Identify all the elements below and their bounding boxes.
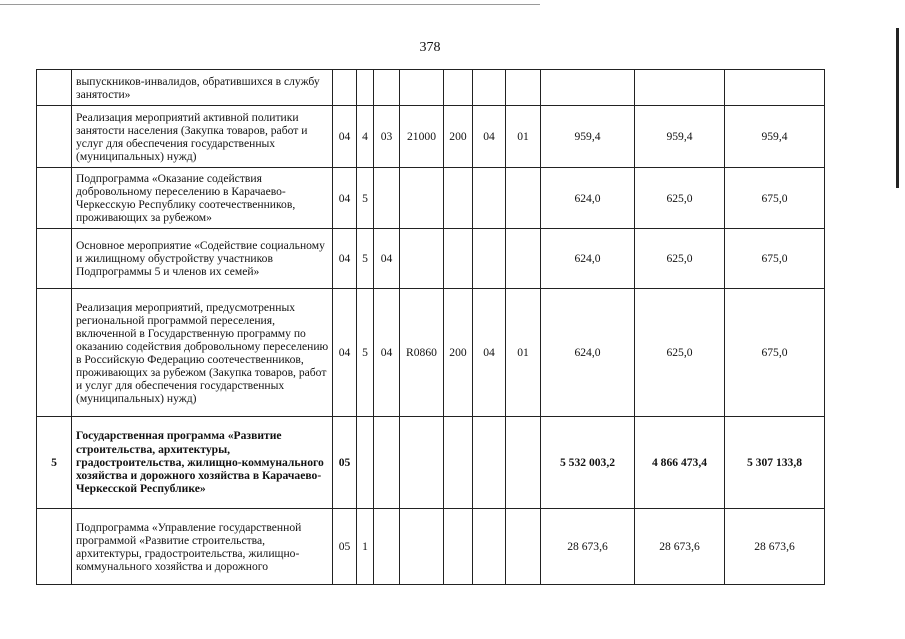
cell-code-2: 1 bbox=[357, 509, 374, 585]
cell-value-3: 675,0 bbox=[725, 229, 825, 289]
cell-code-7 bbox=[506, 509, 541, 585]
cell-value-2: 28 673,6 bbox=[635, 509, 725, 585]
cell-code-7 bbox=[506, 70, 541, 106]
cell-value-1: 624,0 bbox=[541, 168, 635, 229]
cell-code-7 bbox=[506, 168, 541, 229]
cell-code-4: 21000 bbox=[400, 106, 444, 168]
cell-value-3: 675,0 bbox=[725, 289, 825, 417]
cell-value-3: 5 307 133,8 bbox=[725, 417, 825, 509]
cell-code-6 bbox=[473, 229, 506, 289]
cell-code-2: 4 bbox=[357, 106, 374, 168]
cell-number: 5 bbox=[37, 417, 72, 509]
cell-code-4 bbox=[400, 70, 444, 106]
cell-value-3: 28 673,6 bbox=[725, 509, 825, 585]
table-row bbox=[37, 70, 825, 106]
cell-code-3 bbox=[374, 70, 400, 106]
cell-value-2 bbox=[635, 70, 725, 106]
cell-code-5 bbox=[444, 70, 473, 106]
cell-code-5 bbox=[444, 229, 473, 289]
cell-code-5 bbox=[444, 509, 473, 585]
cell-code-2: 5 bbox=[357, 289, 374, 417]
cell-code-3: 03 bbox=[374, 106, 400, 168]
cell-code-4 bbox=[400, 417, 444, 509]
cell-value-3: 959,4 bbox=[725, 106, 825, 168]
table-row bbox=[37, 417, 825, 509]
cell-name: Реализация мероприятий активной политики занятости населения (Закупка товаров, работ и услуг для обеспечения государственных (муниципальных) нужд) bbox=[72, 106, 333, 168]
cell-code-4 bbox=[400, 229, 444, 289]
cell-code-3: 04 bbox=[374, 229, 400, 289]
cell-number bbox=[37, 106, 72, 168]
cell-code-6 bbox=[473, 417, 506, 509]
cell-value-1: 959,4 bbox=[541, 106, 635, 168]
cell-code-5: 200 bbox=[444, 289, 473, 417]
cell-code-4: R0860 bbox=[400, 289, 444, 417]
cell-code-1: 05 bbox=[333, 509, 357, 585]
scan-top-line bbox=[0, 4, 540, 5]
cell-value-2: 625,0 bbox=[635, 289, 725, 417]
cell-name: Реализация мероприятий, предусмотренных региональной программой переселения, включенной в Государственную программу по оказанию содействия добровольному переселению в Российскую Федерацию соотечественников, проживающих за рубежом (Закупка товаров, работ и услуг для обеспечения государственных (муниципальных) нужд) bbox=[72, 289, 333, 417]
cell-value-1: 28 673,6 bbox=[541, 509, 635, 585]
cell-number bbox=[37, 509, 72, 585]
cell-code-6 bbox=[473, 168, 506, 229]
cell-name: выпускников-инвалидов, обратившихся в службу занятости» bbox=[72, 70, 333, 106]
cell-code-5 bbox=[444, 168, 473, 229]
cell-code-5 bbox=[444, 417, 473, 509]
cell-code-1 bbox=[333, 70, 357, 106]
cell-code-3 bbox=[374, 509, 400, 585]
cell-value-1: 5 532 003,2 bbox=[541, 417, 635, 509]
cell-value-2: 959,4 bbox=[635, 106, 725, 168]
cell-number bbox=[37, 289, 72, 417]
cell-code-3 bbox=[374, 417, 400, 509]
table-row bbox=[37, 106, 825, 168]
table-row bbox=[37, 509, 825, 585]
cell-code-2 bbox=[357, 70, 374, 106]
cell-code-2: 5 bbox=[357, 168, 374, 229]
cell-code-1: 04 bbox=[333, 106, 357, 168]
cell-value-3 bbox=[725, 70, 825, 106]
cell-code-2 bbox=[357, 417, 374, 509]
cell-value-2: 625,0 bbox=[635, 229, 725, 289]
cell-code-6 bbox=[473, 509, 506, 585]
cell-code-6: 04 bbox=[473, 106, 506, 168]
cell-number bbox=[37, 168, 72, 229]
cell-code-4 bbox=[400, 168, 444, 229]
cell-name: Основное мероприятие «Содействие социальному и жилищному обустройству участников Подпрограммы 5 и членов их семей» bbox=[72, 229, 333, 289]
cell-code-7 bbox=[506, 417, 541, 509]
cell-code-1: 04 bbox=[333, 289, 357, 417]
cell-code-1: 05 bbox=[333, 417, 357, 509]
cell-value-1 bbox=[541, 70, 635, 106]
cell-value-1: 624,0 bbox=[541, 289, 635, 417]
cell-number bbox=[37, 229, 72, 289]
cell-code-4 bbox=[400, 509, 444, 585]
cell-name: Государственная программа «Развитие строительства, архитектуры, градостроительства, жилищно-коммунального хозяйства и дорожного хозяйства в Карачаево-Черкесской Республике» bbox=[72, 417, 333, 509]
scan-edge-mark bbox=[896, 28, 899, 188]
cell-value-2: 625,0 bbox=[635, 168, 725, 229]
cell-code-1: 04 bbox=[333, 168, 357, 229]
cell-value-3: 675,0 bbox=[725, 168, 825, 229]
cell-number bbox=[37, 70, 72, 106]
cell-code-7: 01 bbox=[506, 106, 541, 168]
cell-value-2: 4 866 473,4 bbox=[635, 417, 725, 509]
cell-code-6 bbox=[473, 70, 506, 106]
cell-name: Подпрограмма «Управление государственной программой «Развитие строительства, архитектуры, градостроительства, жилищно-коммунального хозяйства и дорожного bbox=[72, 509, 333, 585]
budget-table bbox=[36, 69, 825, 585]
cell-code-5: 200 bbox=[444, 106, 473, 168]
table-row bbox=[37, 168, 825, 229]
cell-code-3 bbox=[374, 168, 400, 229]
cell-value-1: 624,0 bbox=[541, 229, 635, 289]
cell-code-7: 01 bbox=[506, 289, 541, 417]
cell-code-2: 5 bbox=[357, 229, 374, 289]
cell-code-7 bbox=[506, 229, 541, 289]
cell-code-1: 04 bbox=[333, 229, 357, 289]
cell-code-3: 04 bbox=[374, 289, 400, 417]
cell-name: Подпрограмма «Оказание содействия добровольному переселению в Карачаево-Черкесскую Республику соотечественников, проживающих за рубежом» bbox=[72, 168, 333, 229]
table-row bbox=[37, 229, 825, 289]
page-number: 378 bbox=[419, 40, 441, 55]
cell-code-6: 04 bbox=[473, 289, 506, 417]
table-row bbox=[37, 289, 825, 417]
